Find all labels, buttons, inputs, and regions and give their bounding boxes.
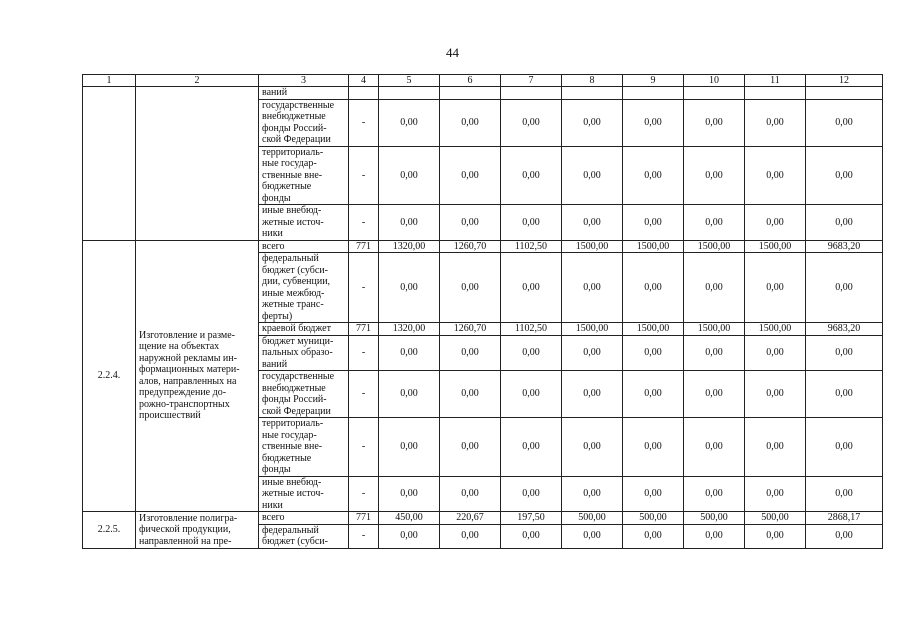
funding-source-line: ской Федерации: [262, 405, 331, 417]
funding-source-line: иные внебюд-: [262, 476, 322, 488]
amount-cell: 0,00: [440, 418, 501, 477]
funding-source-line: жетные источ-: [262, 216, 324, 228]
amount-cell: 0,00: [501, 253, 562, 323]
item-description-line: щение на объектах: [139, 341, 220, 353]
funding-source-cell: [259, 371, 349, 418]
amount-cell: 0,00: [745, 99, 806, 146]
amount-cell: 0,00: [379, 476, 440, 512]
funding-source-line: жетные транс-: [262, 299, 324, 310]
item-description-line: фической продукции,: [139, 524, 231, 535]
funding-source-line: фонды: [262, 192, 291, 204]
funding-source-line: бюджетные: [262, 452, 312, 464]
amount-cell: 0,00: [684, 371, 745, 418]
item-description-line: направленной на пре-: [139, 535, 232, 547]
funding-source-line: ники: [262, 499, 283, 511]
funding-source-cell: [259, 205, 349, 241]
amount-cell: 2868,17: [806, 512, 883, 525]
amount-cell: 0,00: [501, 99, 562, 146]
column-number-cell: 5: [379, 75, 440, 87]
amount-cell: 1500,00: [623, 240, 684, 253]
amount-cell: 0,00: [806, 253, 883, 323]
funding-source-line: ственные вне-: [262, 441, 323, 452]
funding-source-cell: [259, 323, 349, 336]
empty-cell: [379, 87, 440, 100]
column-4-cell: -: [349, 205, 379, 241]
funding-source-line: ные государ-: [262, 158, 317, 169]
amount-cell: 0,00: [379, 205, 440, 241]
column-4-cell: -: [349, 99, 379, 146]
amount-cell: 0,00: [440, 99, 501, 146]
amount-cell: 0,00: [379, 146, 440, 205]
funding-source-line: бюджетные: [262, 181, 312, 192]
amount-cell: 500,00: [684, 512, 745, 525]
amount-cell: 0,00: [440, 335, 501, 371]
amount-cell: 0,00: [623, 253, 684, 323]
empty-cell: [501, 87, 562, 100]
amount-cell: 0,00: [684, 205, 745, 241]
amount-cell: 0,00: [501, 371, 562, 418]
empty-cell: [440, 87, 501, 100]
item-description-line: формационных матери-: [139, 364, 240, 376]
amount-cell: 1260,70: [440, 323, 501, 336]
amount-cell: 1500,00: [745, 240, 806, 253]
item-code-cell: 2.2.4.: [83, 240, 136, 512]
funding-source-cell: [259, 512, 349, 525]
amount-cell: 0,00: [379, 253, 440, 323]
amount-cell: 9683,20: [806, 240, 883, 253]
amount-cell: 0,00: [745, 371, 806, 418]
column-4-cell: -: [349, 253, 379, 323]
amount-cell: 0,00: [806, 146, 883, 205]
amount-cell: 0,00: [379, 524, 440, 548]
item-description-line: предупреждение до-: [139, 387, 227, 399]
amount-cell: 1500,00: [623, 323, 684, 336]
funding-source-line: государственные: [262, 99, 335, 111]
amount-cell: 0,00: [806, 99, 883, 146]
empty-cell: [349, 87, 379, 100]
funding-source-line: всего: [262, 240, 285, 252]
column-4-cell: -: [349, 335, 379, 371]
funding-source-line: дии, субвенции,: [262, 276, 331, 287]
amount-cell: 0,00: [379, 335, 440, 371]
amount-cell: 0,00: [562, 524, 623, 548]
amount-cell: 0,00: [562, 99, 623, 146]
amount-cell: 0,00: [623, 418, 684, 477]
empty-cell: [684, 87, 745, 100]
column-4-cell: -: [349, 476, 379, 512]
item-description-cell: [136, 240, 259, 512]
column-4-cell: -: [349, 371, 379, 418]
amount-cell: 9683,20: [806, 323, 883, 336]
column-4-cell: 771: [349, 240, 379, 253]
amount-cell: 0,00: [440, 524, 501, 548]
amount-cell: 1102,50: [501, 323, 562, 336]
funding-source-cell: [259, 146, 349, 205]
amount-cell: 0,00: [440, 146, 501, 205]
amount-cell: 1500,00: [745, 323, 806, 336]
amount-cell: 0,00: [745, 146, 806, 205]
item-description-line: происшествий: [139, 410, 201, 422]
amount-cell: 0,00: [745, 418, 806, 477]
item-description-line: Изготовление и разме-: [139, 329, 235, 341]
item-description-line: Изготовление полигра-: [139, 512, 238, 524]
amount-cell: 0,00: [440, 476, 501, 512]
amount-cell: 0,00: [501, 205, 562, 241]
funding-source-line: внебюджетные: [262, 111, 326, 122]
column-4-cell: 771: [349, 323, 379, 336]
amount-cell: 0,00: [684, 253, 745, 323]
amount-cell: 0,00: [562, 205, 623, 241]
funding-source-line: жетные источ-: [262, 488, 324, 499]
amount-cell: 0,00: [806, 418, 883, 477]
amount-cell: 500,00: [745, 512, 806, 525]
amount-cell: 0,00: [684, 146, 745, 205]
amount-cell: 0,00: [562, 371, 623, 418]
amount-cell: 0,00: [745, 524, 806, 548]
column-4-cell: -: [349, 524, 379, 548]
column-number-cell: 6: [440, 75, 501, 87]
column-number-cell: 11: [745, 75, 806, 87]
amount-cell: 500,00: [623, 512, 684, 525]
funding-source-line: ской Федерации: [262, 134, 331, 145]
amount-cell: 0,00: [623, 99, 684, 146]
funding-source-line: всего: [262, 512, 285, 523]
funding-source-line: ваний: [262, 358, 288, 370]
amount-cell: 0,00: [562, 146, 623, 205]
funding-source-line: краевой бюджет: [262, 323, 331, 334]
amount-cell: 0,00: [440, 253, 501, 323]
amount-cell: 0,00: [501, 418, 562, 477]
amount-cell: 0,00: [684, 335, 745, 371]
funding-source-cell: [259, 335, 349, 371]
amount-cell: 1320,00: [379, 240, 440, 253]
column-number-cell: 3: [259, 75, 349, 87]
column-number-cell: 9: [623, 75, 684, 87]
amount-cell: 0,00: [684, 418, 745, 477]
funding-source-cell: ваний: [259, 87, 349, 100]
column-number-cell: 4: [349, 75, 379, 87]
amount-cell: 0,00: [745, 476, 806, 512]
funding-source-line: пальных образо-: [262, 347, 333, 358]
column-number-cell: 7: [501, 75, 562, 87]
amount-cell: 0,00: [806, 371, 883, 418]
funding-source-cell: [259, 99, 349, 146]
amount-cell: 0,00: [440, 371, 501, 418]
item-description-line: наружной рекламы ин-: [139, 352, 237, 364]
funding-source-cell: [259, 253, 349, 323]
column-number-cell: 10: [684, 75, 745, 87]
funding-source-line: иные внебюд-: [262, 205, 322, 216]
amount-cell: 0,00: [806, 205, 883, 241]
amount-cell: 1500,00: [684, 323, 745, 336]
funding-source-line: бюджет (субси-: [262, 264, 328, 276]
item-description-cell: [136, 512, 259, 549]
amount-cell: 1500,00: [684, 240, 745, 253]
amount-cell: 197,50: [501, 512, 562, 525]
amount-cell: 0,00: [745, 335, 806, 371]
amount-cell: 0,00: [684, 476, 745, 512]
amount-cell: 0,00: [623, 371, 684, 418]
amount-cell: 0,00: [806, 524, 883, 548]
amount-cell: 0,00: [501, 476, 562, 512]
column-number-cell: 1: [83, 75, 136, 87]
amount-cell: 0,00: [623, 205, 684, 241]
header-row: [83, 75, 883, 87]
funding-source-cell: [259, 524, 349, 548]
table-row: [83, 512, 883, 525]
amount-cell: 0,00: [562, 335, 623, 371]
funding-source-line: федеральный: [262, 253, 319, 264]
amount-cell: 0,00: [684, 524, 745, 548]
amount-cell: 0,00: [562, 253, 623, 323]
funding-source-line: ственные вне-: [262, 169, 323, 181]
amount-cell: 0,00: [379, 99, 440, 146]
item-description-line: рожно-транспортных: [139, 398, 230, 410]
funding-source-cell: [259, 240, 349, 253]
column-4-cell: -: [349, 146, 379, 205]
item-code-cell: 2.2.5.: [83, 512, 136, 549]
amount-cell: 1260,70: [440, 240, 501, 253]
amount-cell: 0,00: [379, 371, 440, 418]
amount-cell: 450,00: [379, 512, 440, 525]
item-description-line: алов, направленных на: [139, 375, 237, 387]
amount-cell: 0,00: [623, 524, 684, 548]
amount-cell: 0,00: [806, 335, 883, 371]
funding-source-line: территориаль-: [262, 146, 324, 158]
page-number: 44: [446, 45, 459, 60]
amount-cell: 0,00: [379, 418, 440, 477]
amount-cell: 0,00: [562, 476, 623, 512]
funding-source-cell: [259, 476, 349, 512]
funding-source-line: фонды Россий-: [262, 394, 327, 405]
funding-source-line: иные межбюд-: [262, 287, 325, 299]
table-row: [83, 240, 883, 253]
amount-cell: 0,00: [745, 205, 806, 241]
amount-cell: 1500,00: [562, 323, 623, 336]
funding-source-line: ферты): [262, 310, 293, 322]
funding-source-line: внебюджетные: [262, 382, 326, 394]
empty-cell: [745, 87, 806, 100]
funding-source-line: федеральный: [262, 524, 319, 536]
column-number-cell: 8: [562, 75, 623, 87]
amount-cell: 0,00: [623, 146, 684, 205]
funding-source-line: территориаль-: [262, 418, 324, 429]
amount-cell: 1320,00: [379, 323, 440, 336]
amount-cell: 0,00: [623, 335, 684, 371]
amount-cell: 1102,50: [501, 240, 562, 253]
amount-cell: 0,00: [501, 335, 562, 371]
item-description-cell: [136, 87, 259, 241]
empty-cell: [623, 87, 684, 100]
column-4-cell: -: [349, 418, 379, 477]
funding-source-line: бюджет муници-: [262, 335, 334, 347]
table-row: [83, 87, 883, 100]
amount-cell: 500,00: [562, 512, 623, 525]
item-code-cell: [83, 87, 136, 241]
amount-cell: 220,67: [440, 512, 501, 525]
funding-source-line: фонды: [262, 464, 291, 475]
amount-cell: 0,00: [501, 146, 562, 205]
column-number-cell: 2: [136, 75, 259, 87]
funding-source-line: бюджет (субси-: [262, 536, 328, 547]
empty-cell: [806, 87, 883, 100]
funding-source-line: фонды Россий-: [262, 122, 327, 134]
empty-cell: [562, 87, 623, 100]
amount-cell: 0,00: [745, 253, 806, 323]
amount-cell: 1500,00: [562, 240, 623, 253]
amount-cell: 0,00: [806, 476, 883, 512]
budget-table: [82, 74, 883, 549]
amount-cell: 0,00: [562, 418, 623, 477]
column-number-cell: 12: [806, 75, 883, 87]
amount-cell: 0,00: [623, 476, 684, 512]
funding-source-line: ные государ-: [262, 429, 317, 441]
funding-source-line: государственные: [262, 371, 335, 382]
funding-source-line: ники: [262, 228, 283, 239]
column-4-cell: 771: [349, 512, 379, 525]
amount-cell: 0,00: [684, 99, 745, 146]
amount-cell: 0,00: [501, 524, 562, 548]
funding-source-cell: [259, 418, 349, 477]
amount-cell: 0,00: [440, 205, 501, 241]
